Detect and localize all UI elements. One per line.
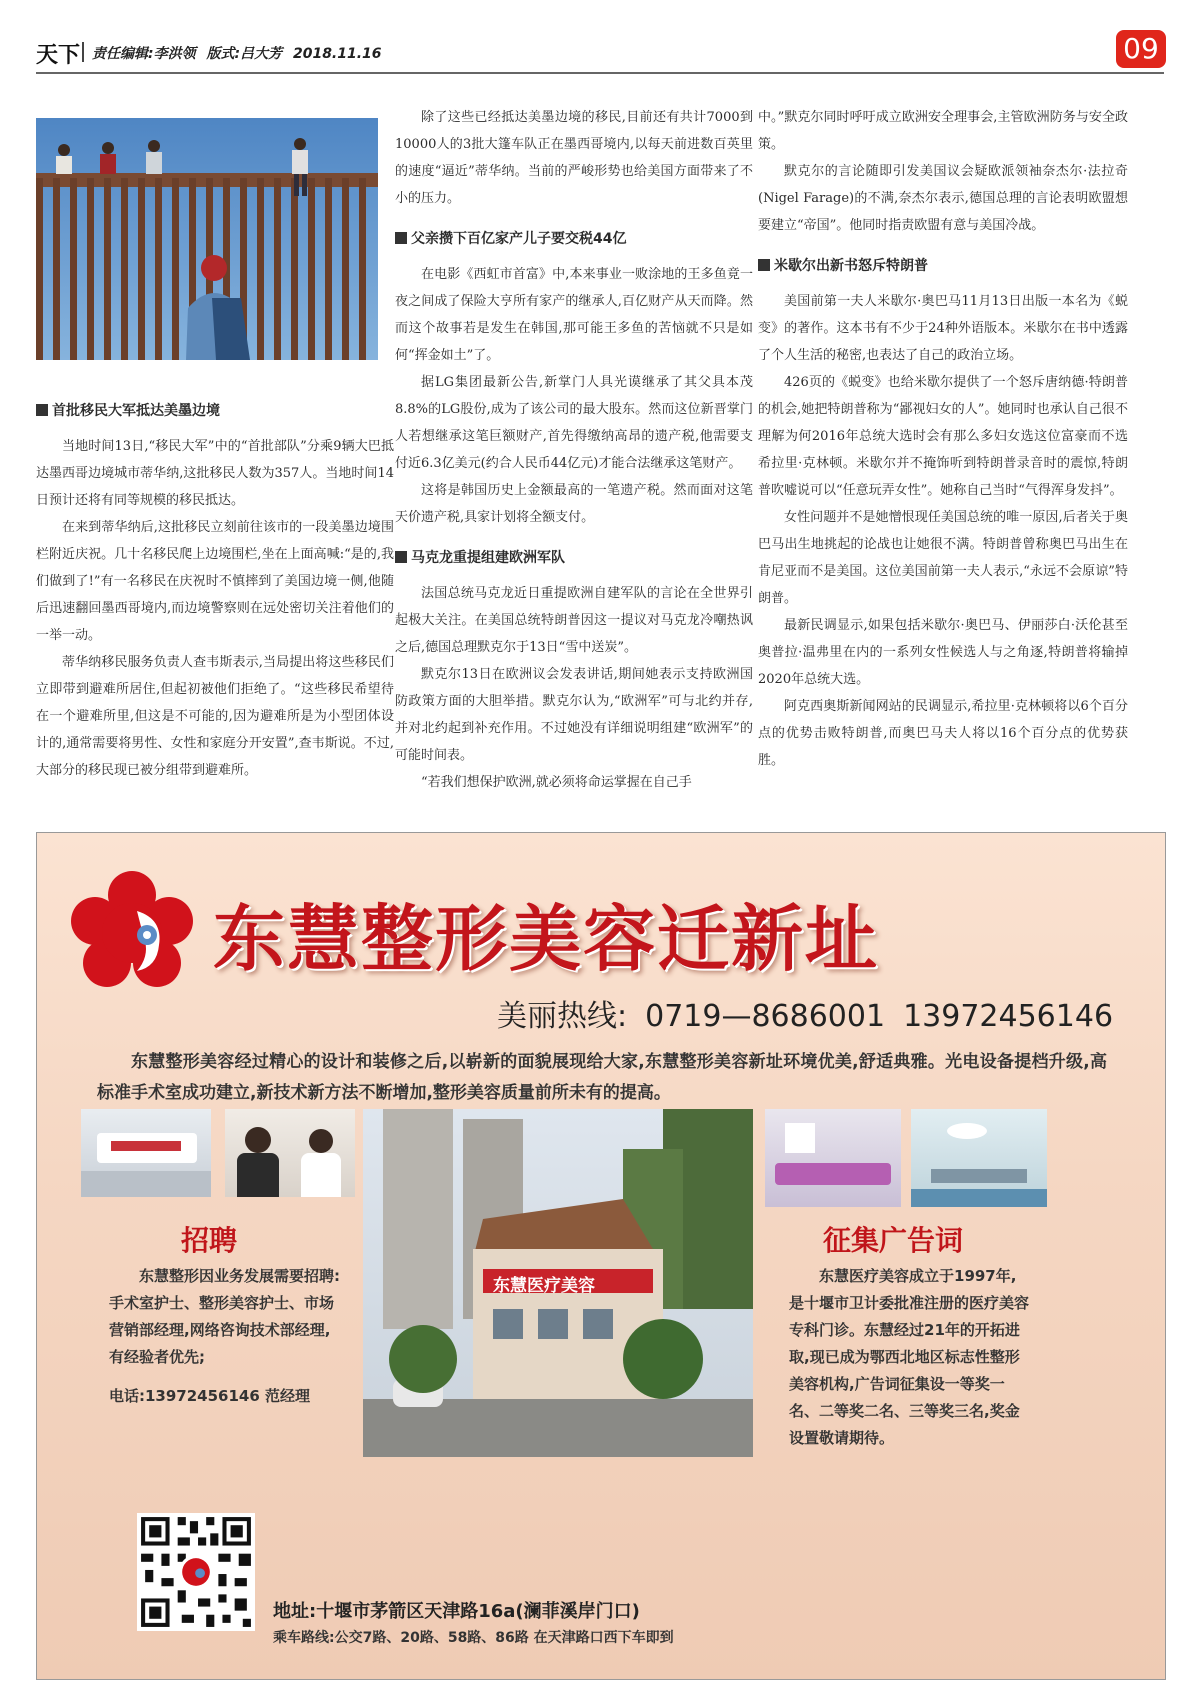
page-header — [36, 30, 1166, 70]
column-2 — [395, 104, 753, 796]
paragraph: “若我们想保护欧洲,就必须将命运掌握在自己手 — [421, 775, 692, 790]
paragraph: 当地时间13日,“移民大军”中的“首批部队”分乘9辆大巴抵达墨西哥边境城市蒂华纳,这批移民人数为357人。当地时间14日预计还将有同等规模的移民抵达。 — [36, 439, 394, 508]
header-rule — [36, 72, 1164, 74]
hotline-landline: 0719—8686001 — [645, 999, 886, 1034]
paragraph: 426页的《蜕变》也给米歇尔提供了一个怒斥唐纳德·特朗普的机会,她把特朗普称为“鄙视妇女的人”。她同时也承认自己很不理解为何2016年总统大选时会有那么多妇女选这位富豪而不选希拉里·克林顿。米歇尔并不掩饰听到特朗普录音时的震惊,特朗普吹嘘说可以“任意玩弄女性”。她称自己当时“气得浑身发抖”。 — [758, 375, 1128, 498]
operating-room-photo — [911, 1109, 1047, 1207]
hotline-label: 美丽热线: — [497, 999, 628, 1034]
article-heading: 马克龙重提组建欧洲军队 — [395, 545, 753, 572]
ad-title: 东慧整形美容迁新址 — [213, 897, 880, 981]
layout-credit: 版式:吕大芳 — [206, 46, 283, 62]
paragraph: 这将是韩国历史上金额最高的一笔遗产税。然而面对这笔天价遗产税,具家计划将全额支付。 — [395, 483, 753, 525]
page-number: 09 — [1116, 30, 1166, 68]
recruit-text: 东慧整形因业务发展需要招聘:手术室护士、整形美容护士、市场营销部经理,网络咨询技术部经理,有经验者优先; — [109, 1267, 340, 1366]
paragraph: 除了这些已经抵达美墨边境的移民,目前还有共计7000到10000人的3批大篷车队正在墨西哥境内,以每天前进数百英里的速度“逼近”蒂华纳。当前的严峻形势也给美国方面带来了不小的压力。 — [395, 110, 753, 206]
paragraph: 默克尔的言论随即引发美国议会疑欧派领袖奈杰尔·法拉奇(Nigel Farage)的不满,奈杰尔表示,德国总理的言论表明欧盟想要建立“帝国”。他同时指责欧盟有意与美国冷战。 — [758, 164, 1128, 233]
treatment-room-photo — [765, 1109, 901, 1207]
border-fence-photo — [36, 118, 378, 360]
paragraph: 美国前第一夫人米歇尔·奥巴马11月13日出版一本名为《蜕变》的著作。这本书有不少于24种外语版本。米歇尔在书中透露了个人生活的秘密,也表达了自己的政治立场。 — [758, 294, 1128, 363]
slogan-title: 征集广告词 — [823, 1224, 964, 1257]
article-heading: 米歇尔出新书怒斥特朗普 — [758, 253, 1128, 280]
paragraph: 阿克西奥斯新闻网站的民调显示,希拉里·克林顿将以6个百分点的优势击败特朗普,而奥巴马夫人将以16个百分点的优势获胜。 — [758, 699, 1128, 768]
paragraph: 默克尔13日在欧洲议会发表讲话,期间她表示支持欧洲国防政策方面的大胆举措。默克尔认为,“欧洲军”可与北约并存,并对北约起到补充作用。不过她没有详细说明组建“欧洲军”的可能时间表。 — [395, 667, 753, 763]
slogan-text: 东慧医疗美容成立于1997年,是十堰市卫计委批准注册的医疗美容专科门诊。东慧经过21年的开拓进取,现已成为鄂西北地区标志性整形美容机构,广告词征集设一等奖一名、二等奖二名、三等奖三名,奖金设置敬请期待。 — [789, 1267, 1030, 1447]
clinic-advertisement — [36, 832, 1166, 1680]
ad-intro: 东慧整形美容经过精心的设计和装修之后,以崭新的面貌展现给大家,东慧整形美容新址环境优美,舒适典雅。光电设备提档升级,高标准手术室成功建立,新技术新方法不断增加,整形美容质量前所未有的提高。 — [97, 1052, 1107, 1103]
consultation-photo — [225, 1109, 355, 1197]
bus-route: 乘车路线:公交7路、20路、58路、86路 在天津路口西下车即到 — [273, 1630, 674, 1646]
paragraph: 在来到蒂华纳后,这批移民立刻前往该市的一段美墨边境围栏附近庆祝。几十名移民爬上边境围栏,坐在上面高喊:“是的,我们做到了!”有一名移民在庆祝时不慎摔到了美国边境一侧,他随后迅速翻回墨西哥境内,而边境警察则在远处密切关注着他们的一举一动。 — [36, 520, 394, 643]
hotline — [497, 991, 1113, 1035]
recruit-phone: 电话:13972456146 范经理 — [109, 1387, 311, 1405]
paragraph: 中。”默克尔同时呼吁成立欧洲安全理事会,主管欧洲防务与安全政策。 — [758, 110, 1128, 152]
paragraph: 法国总统马克龙近日重提欧洲自建军队的言论在全世界引起极大关注。在美国总统特朗普因这一提议对马克龙冷嘲热讽之后,德国总理默克尔于13日“雪中送炭”。 — [395, 586, 753, 655]
header-meta — [92, 43, 388, 63]
hotline-mobile: 13972456146 — [903, 999, 1114, 1034]
clinic-logo-icon — [67, 871, 197, 1001]
new-clinic-building-photo — [363, 1109, 753, 1457]
section-divider — [82, 42, 84, 62]
paragraph: 蒂华纳移民服务负责人查韦斯表示,当局提出将这些移民们立即带到避难所居住,但起初被他们拒绝了。“这些移民希望待在一个避难所里,但这是不可能的,因为避难所是为小型团体设计的,通常需要将男性、女性和家庭分开安置”,查韦斯说。不过,大部分的移民现已被分组带到避难所。 — [36, 655, 394, 778]
recruit-title: 招聘 — [181, 1224, 238, 1257]
paragraph: 女性问题并不是她憎恨现任美国总统的唯一原因,后者关于奥巴马出生地挑起的论战也让她很不满。特朗普曾称奥巴马出生在肯尼亚而不是美国。这位美国前第一夫人表示,“永远不会原谅”特朗普。 — [758, 510, 1128, 606]
issue-date: 2018.11.16 — [292, 46, 382, 62]
paragraph: 在电影《西虹市首富》中,本来事业一败涂地的王多鱼竟一夜之间成了保险大亨所有家产的继承人,百亿财产从天而降。然而这个故事若是发生在韩国,那可能王多鱼的苦恼就不只是如何“挥金如土”了。 — [395, 267, 753, 363]
reception-photo — [81, 1109, 211, 1197]
paragraph: 最新民调显示,如果包括米歇尔·奥巴马、伊丽莎白·沃伦甚至奥普拉·温弗里在内的一系列女性候选人与之角逐,特朗普将输掉2020年总统大选。 — [758, 618, 1128, 687]
column-3 — [758, 104, 1128, 774]
qr-code-icon — [137, 1513, 255, 1631]
clinic-address: 地址:十堰市茅箭区天津路16a(澜菲溪岸门口) — [273, 1601, 640, 1622]
article-migrants — [36, 392, 394, 784]
editor-credit: 责任编辑:李洪领 — [92, 46, 196, 62]
paragraph: 据LG集团最新公告,新掌门人具光谟继承了其父具本茂8.8%的LG股份,成为了该公司的最大股东。然而这位新晋掌门人若想继承这笔巨额财产,首先得缴纳高昂的遗产税,他需要支付近6.3亿美元(约合人民币44亿元)才能合法继承这笔财产。 — [395, 375, 753, 471]
section-name: 天下 — [36, 43, 81, 68]
article-heading: 首批移民大军抵达美墨边境 — [36, 398, 394, 425]
building-sign: 东慧医疗美容 — [493, 1276, 595, 1296]
article-heading: 父亲攒下百亿家产儿子要交税44亿 — [395, 226, 753, 253]
